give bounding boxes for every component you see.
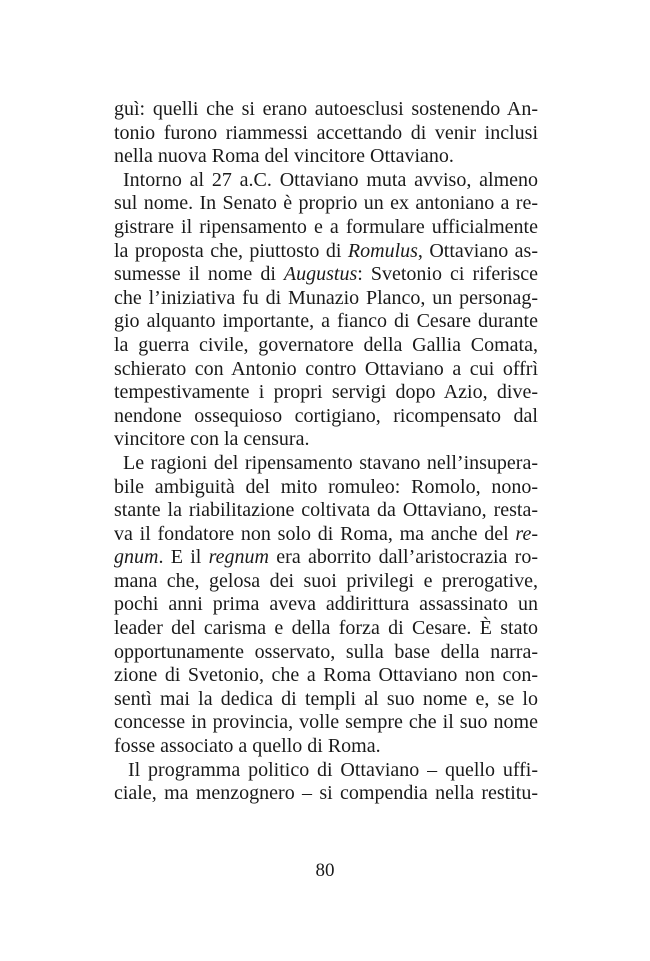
text-line — [114, 570, 538, 594]
text-segment: sumesse il nome di — [114, 263, 284, 286]
text-segment: leader del carisma e della forza di Cesare. È stato — [114, 617, 538, 640]
text-line — [114, 711, 538, 735]
text-segment: tempestivamente i propri servigi dopo Azio, dive- — [114, 381, 538, 404]
text-segment: era aborrito dall’aristocrazia ro- — [269, 546, 538, 569]
text-segment: fosse associato a quello di Roma. — [114, 735, 381, 758]
italic-text-segment: gnum — [114, 546, 159, 569]
text-line — [114, 216, 538, 240]
text-line — [114, 523, 538, 547]
text-segment: guì: quelli che si erano autoesclusi sostenendo An- — [114, 98, 538, 120]
text-line — [114, 593, 538, 617]
text-segment: ciale, ma menzognero – si compendia nella restitu- — [114, 782, 538, 805]
text-line — [114, 263, 538, 287]
text-segment: stante la riabilitazione coltivata da Ottaviano, resta- — [114, 499, 538, 522]
text-segment: : Svetonio ci riferisce — [357, 263, 538, 286]
text-line — [114, 122, 538, 146]
page-body-text — [114, 98, 538, 806]
text-segment: nendone ossequioso cortigiano, ricompensato dal — [114, 404, 538, 427]
text-line — [114, 546, 538, 570]
text-segment: zione di Svetonio, che a Roma Ottaviano non con- — [114, 664, 538, 687]
text-segment: Le ragioni del ripensamento stavano nell’insupera- — [123, 451, 538, 474]
text-segment: la proposta che, piuttosto di — [114, 239, 348, 262]
text-segment: Il programma politico di Ottaviano – quello uffi- — [128, 758, 538, 781]
text-line — [114, 381, 538, 405]
text-line — [114, 169, 538, 193]
text-line — [114, 192, 538, 216]
text-segment: la guerra civile, governatore della Gallia Comata, — [114, 333, 538, 356]
text-segment: concesse in provincia, volle sempre che il suo nome — [114, 711, 538, 734]
text-line — [114, 617, 538, 641]
text-line — [114, 759, 538, 783]
italic-text-segment: re- — [515, 522, 538, 545]
page-number: 80 — [315, 860, 335, 881]
italic-text-segment: regnum — [208, 546, 270, 569]
text-segment: pochi anni prima aveva addirittura assassinato un — [114, 593, 538, 616]
text-line — [114, 358, 538, 382]
text-segment: va il fondatore non solo di Roma, ma anche del — [114, 522, 516, 545]
text-line — [114, 476, 538, 500]
text-line — [114, 782, 538, 806]
text-line — [114, 735, 538, 759]
text-line — [114, 287, 538, 311]
text-line — [114, 98, 538, 122]
text-line — [114, 428, 538, 452]
italic-text-segment: Romulus — [347, 239, 418, 262]
text-segment: nella nuova Roma del vincitore Ottaviano. — [114, 145, 454, 168]
text-segment: vincitore con la censura. — [114, 428, 310, 451]
text-segment: gio alquanto importante, a fianco di Cesare durante — [114, 310, 538, 333]
text-segment: tonio furono riammessi accettando di venir inclusi — [114, 121, 538, 144]
text-line — [114, 499, 538, 523]
text-segment: opportunamente osservato, sulla base della narra- — [114, 640, 538, 663]
text-segment: . E il — [158, 546, 209, 569]
text-line — [114, 334, 538, 358]
text-segment: mana che, gelosa dei suoi privilegi e prerogative, — [114, 569, 538, 592]
text-segment: che l’iniziativa fu di Munazio Planco, un personag- — [114, 286, 538, 309]
text-line — [114, 664, 538, 688]
text-line — [114, 688, 538, 712]
text-line — [114, 452, 538, 476]
text-segment: sul nome. In Senato è proprio un ex antoniano a re- — [114, 192, 538, 215]
text-line — [114, 240, 538, 264]
text-segment: Intorno al 27 a.C. Ottaviano muta avviso, almeno — [123, 168, 538, 191]
text-line — [114, 641, 538, 665]
italic-text-segment: Augustus — [283, 263, 358, 286]
text-segment: , Ottaviano as- — [417, 239, 538, 262]
text-segment: gistrare il ripensamento e a formulare ufficialmente — [114, 215, 538, 238]
text-segment: schierato con Antonio contro Ottaviano a cui offrì — [114, 357, 538, 380]
text-line — [114, 145, 538, 169]
text-segment: sentì mai la dedica di templi al suo nome e, se lo — [114, 687, 538, 710]
text-segment: bile ambiguità del mito romuleo: Romolo, nono- — [114, 475, 538, 498]
text-line — [114, 405, 538, 429]
text-line — [114, 310, 538, 334]
